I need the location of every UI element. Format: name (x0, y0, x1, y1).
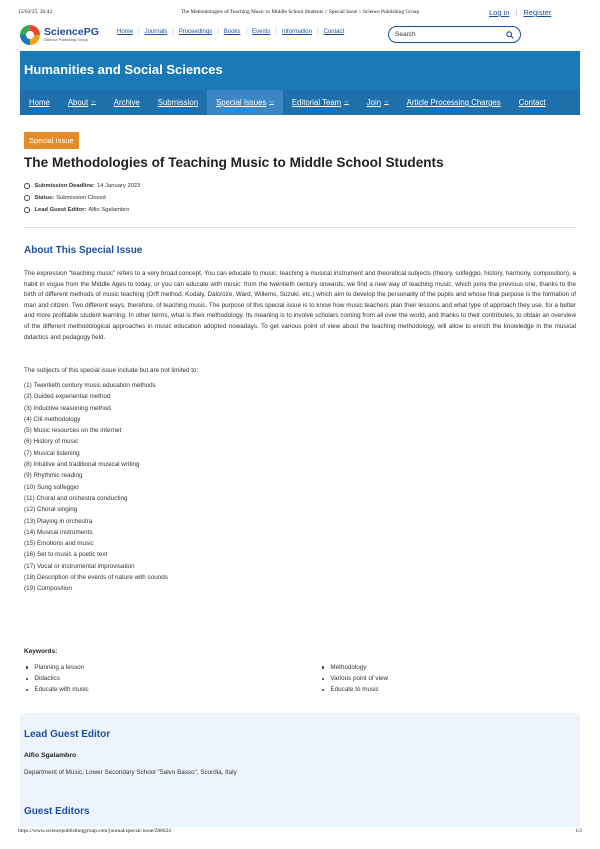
list-item: (15) Emotions and music (24, 540, 94, 548)
logo-subtitle: Science Publishing Group (44, 38, 88, 43)
print-page-number: 1/2 (575, 828, 582, 834)
list-item: (4) CIil methodology (24, 415, 81, 423)
nav-special-issues[interactable]: Special Issues ⌵ (207, 90, 283, 115)
about-paragraph: The expression "teaching music" refers to a very broad concept. You can educate to music: teaching a musical instrument and theoretical subjects (theory, solfeggio, history, harmony, composition), a habit in vogue from the Middle Ages to today, or you can educate with music: from the twentieth century onwards, we find a new way of teaching music, which joins the previous one, thanks to the birth of different methods of music teaching (Orff method, Kodaly, Dalcroze, Ward, Willems, Suzuki, etc.) which aim to develop the personality of the pupils and whose final purpose is the formation of man and citizen. Two different ways, therefore, of teaching music. The purpose of this special issue is to know how music teachers plan their lessons and what type of approach they use, for a better and more profitable student learning. In other terms, what is their methodology. Its meaning is to involve scholars coming from all over the world, and thanks to their contributes, to obtain an overview of the different methodological approaches in music education adopted nowadays. To get various point of view about the teaching methodology, will allow to enrich the knowledge in the musical didactics and pedagogy field. (24, 270, 576, 341)
nav-contact[interactable]: Contact (518, 98, 546, 107)
keyword-item: Educate with music (26, 684, 89, 695)
lead-guest-editor-section (20, 713, 580, 827)
lead-guest-editor-name: Alfio Sgalambro (24, 752, 77, 759)
register-link[interactable]: Register (523, 8, 552, 17)
top-nav: Home | Journals | Proceedings | Books | Events | Information | Contact (112, 29, 349, 35)
top-nav-books[interactable]: Books (223, 29, 241, 35)
meta-lead-editor: Lead Guest Editor: Alfio Sgalambro (24, 204, 140, 216)
lead-guest-editor-affiliation: Department of Music, Lower Secondary School "Salvo Basso", Scordia, Italy (24, 769, 237, 776)
list-item: (16) Set to music a poetic text (24, 551, 108, 559)
search-input[interactable] (395, 31, 506, 38)
meta-deadline: Submission Deadline: 14 January 2023 (24, 180, 140, 192)
keyword-item: Various point of view (322, 673, 388, 684)
meta-status: Status: Submission Closed (24, 192, 140, 204)
journal-title[interactable]: Humanities and Social Sciences (24, 62, 223, 77)
list-item: (17) Vocal or instrumental improvisation (24, 562, 135, 570)
nav-about[interactable]: About ⌵ (67, 98, 96, 107)
print-page-title: The Methodologies of Teaching Music to Middle School Students :: Special Issue :: Science Publishing Group (180, 9, 420, 15)
top-nav-events[interactable]: Events (252, 29, 271, 35)
list-item: (6) History of music (24, 438, 79, 446)
special-issue-badge: Special Issue (24, 132, 79, 149)
issue-meta (24, 180, 140, 216)
search-icon[interactable] (506, 31, 514, 39)
chevron-down-icon: ⌵ (384, 99, 389, 105)
subjects-list (24, 380, 168, 595)
search-box (388, 26, 521, 43)
list-item: (18) Description of the events of nature with sounds (24, 574, 168, 582)
list-item: (9) Rhythmic reading (24, 472, 83, 480)
list-item: (1) Twentieth century music education methods (24, 382, 156, 389)
page-title: The Methodologies of Teaching Music to Middle School Students (24, 155, 444, 170)
top-nav-information[interactable]: Information (281, 29, 312, 35)
chevron-down-icon: ⌵ (344, 99, 349, 105)
site-logo[interactable] (20, 24, 106, 46)
journal-banner (20, 51, 580, 90)
about-heading: About This Special Issue (24, 245, 143, 256)
list-item: (7) Musical listening (24, 449, 80, 457)
print-datetime: 15/03/25, 20:42 (18, 9, 53, 15)
list-item: (10) Sung solfeggio (24, 483, 79, 491)
nav-home[interactable]: Home (29, 98, 50, 107)
nav-apc[interactable]: Article Processing Charges (406, 98, 501, 107)
keyword-item: Didactics (26, 673, 89, 684)
chevron-down-icon: ⌵ (91, 99, 96, 105)
subjects-intro: The subjects of this special issue include but are not limited to: (24, 367, 199, 374)
list-item: (11) Choral and orchestra conducting (24, 494, 128, 502)
keywords-col-1 (26, 662, 89, 696)
chevron-down-icon: ⌵ (269, 99, 274, 105)
main-nav (20, 90, 580, 115)
nav-submission[interactable]: Submission (157, 98, 199, 107)
list-item: (12) Choral singing (24, 506, 78, 514)
logo-icon (20, 25, 40, 45)
list-item: (19) Composition (24, 585, 72, 593)
print-footer (18, 828, 582, 838)
top-nav-proceedings[interactable]: Proceedings (178, 29, 213, 35)
list-item: (14) Musical instruments (24, 528, 93, 536)
guest-editors-heading: Guest Editors (24, 806, 90, 817)
list-item: (5) Music resources on the internet (24, 427, 122, 435)
divider (24, 227, 576, 228)
top-nav-journals[interactable]: Journals (144, 29, 168, 35)
nav-editorial-team[interactable]: Editorial Team ⌵ (291, 98, 349, 107)
list-item: (3) Inductive reasoning method (24, 404, 111, 412)
keyword-item: Educate to music (322, 684, 388, 695)
keywords-heading: Keywords: (24, 648, 58, 655)
keyword-item: Methodology (322, 662, 388, 673)
auth-links: Log in | Register (489, 8, 552, 17)
login-link[interactable]: Log in (489, 8, 510, 17)
lead-guest-editor-heading: Lead Guest Editor (24, 729, 111, 740)
keywords-col-2 (322, 662, 388, 696)
list-item: (2) Guided experiential method (24, 393, 111, 401)
print-url: https://www.sciencepublishinggroup.com/journal/special-issue/208024 (18, 828, 171, 834)
nav-join[interactable]: Join ⌵ (366, 98, 389, 107)
nav-archive[interactable]: Archive (113, 98, 140, 107)
logo-name: SciencePG (44, 25, 99, 38)
list-item: (8) Intuitive and traditional musical writing (24, 461, 140, 469)
keyword-item: Planning a lesson (26, 662, 89, 673)
top-bar (20, 22, 580, 48)
top-nav-home[interactable]: Home (117, 29, 134, 35)
top-nav-contact[interactable]: Contact (323, 29, 345, 35)
list-item: (13) Playing in orchestra (24, 517, 93, 525)
